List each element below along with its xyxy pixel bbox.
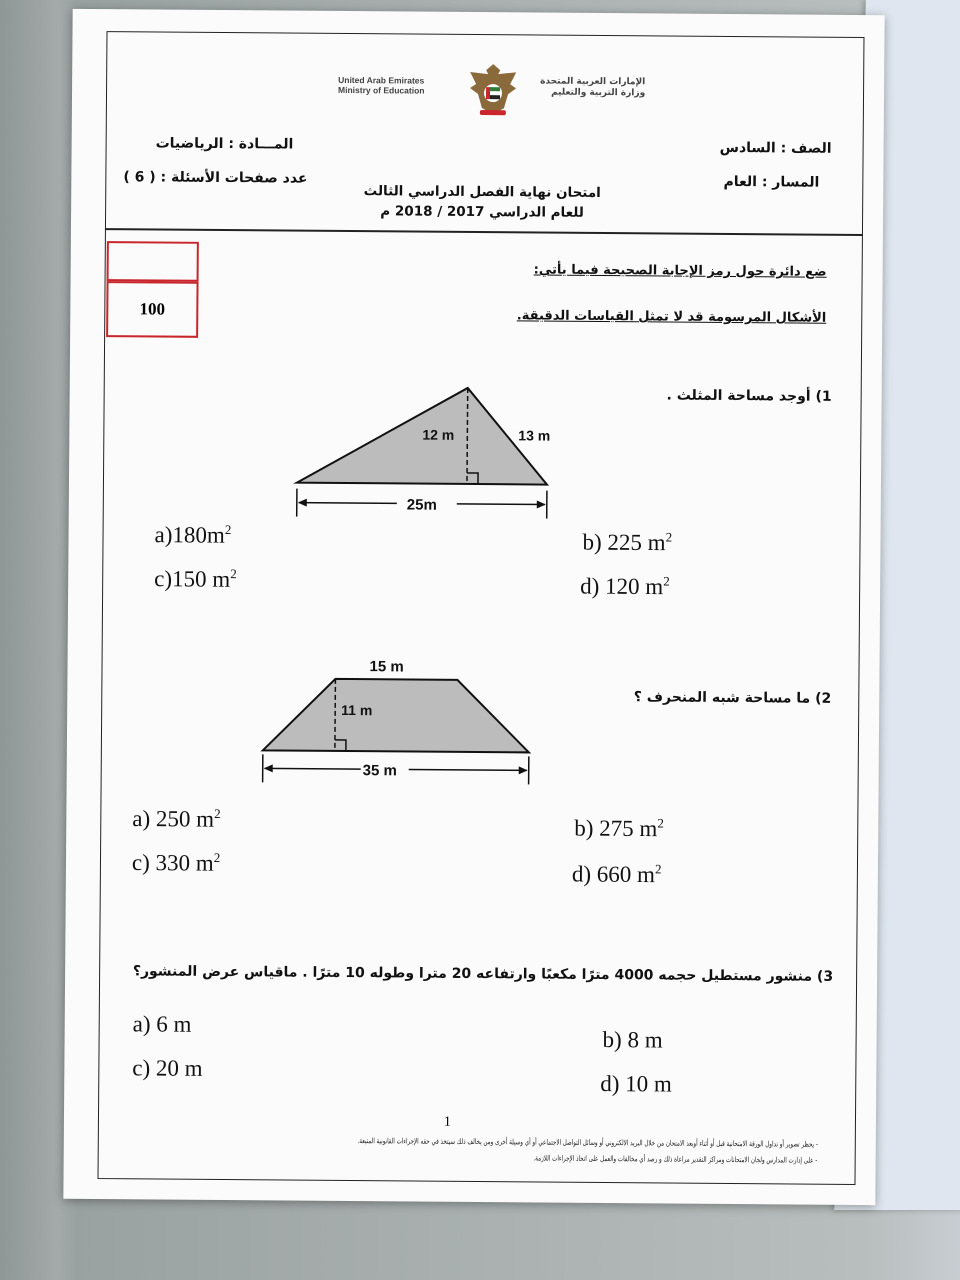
ministry-name-ar: [540, 77, 645, 100]
q2-option-c[interactable]: [132, 849, 220, 876]
q3-option-c[interactable]: c) 20 m: [132, 1055, 203, 1081]
base-arrow-right-1: [457, 504, 545, 505]
q3-option-a[interactable]: a) 6 m: [132, 1011, 192, 1037]
question-1-text: 1) أوجد مساحة المثلث .: [666, 387, 832, 405]
q2-option-b-text: b) 275 m: [574, 815, 658, 842]
trapezoid-base-label: 35 m: [362, 762, 397, 780]
instruction-not-to-scale: الأشكال المرسومة قد لا تمثل القياسات الدقيقة.: [516, 308, 827, 326]
track-label: المسار : العام: [723, 173, 820, 191]
exam-title: امتحان نهاية الفصل الدراسي الثالث: [363, 183, 601, 201]
q1-option-b[interactable]: [582, 529, 672, 556]
arrow-head-left-1: [298, 499, 307, 507]
q2-option-c-exp: 2: [213, 849, 221, 866]
q3-option-b[interactable]: b) 8 m: [602, 1027, 663, 1053]
q2-option-d[interactable]: [572, 861, 662, 888]
q1-option-d-exp: 2: [663, 573, 670, 589]
question-2-text: 2) ما مساحة شبه المنحرف ؟: [633, 689, 832, 707]
question-3-text: 3) منشور مستطيل حجمه 4000 مترًا مكعبًا وارتفاعه 20 مترا وطوله 10 مترًا . ماقياس عرض المنشور؟: [132, 963, 834, 985]
footer-warning-line1: - يحظر تصوير أو تداول الورقة الامتحانية قبل أو أثناء أوبعد الامتحان من خلال البريد الالكتروني أو وسائل التواصل الاجتماعي أو أي وسيلة أخرى ومن يخالف ذلك سيتخذ في حقه الإجراءات القانونية المتبعة.: [357, 1136, 818, 1149]
q2-option-a-exp: 2: [214, 805, 221, 822]
subject-label: المـــادة : الرياضيات: [155, 135, 294, 153]
base-arrow-left-1: [299, 503, 397, 504]
q3-option-d[interactable]: d) 10 m: [600, 1071, 672, 1097]
exam-year: للعام الدراسي 2017 / 2018 م: [380, 203, 584, 221]
ministry-en-line2: Ministry of Education: [338, 84, 425, 96]
q1-option-a-exp: 2: [224, 522, 232, 538]
q2-option-d-text: d) 660 m: [571, 861, 656, 888]
q1-option-a[interactable]: [154, 521, 231, 548]
q1-option-c-exp: 2: [230, 566, 237, 582]
page-number: 1: [443, 1114, 452, 1130]
trapezoid-top-label: 15 m: [369, 658, 404, 676]
triangle-figure: [289, 379, 560, 521]
q1-option-b-text: b) 225 m: [582, 529, 666, 556]
base-arrow-left-2: [265, 768, 361, 769]
q2-option-a-text: a) 250 m: [132, 805, 215, 832]
q2-option-c-text: c) 330 m: [131, 849, 214, 876]
trapezoid-height-label: 11 m: [341, 701, 373, 719]
base-arrow-right-2: [409, 769, 527, 770]
footer-warning-line2: - على إدارت المدارس ولجان الامتحانات ومراكز التقدير مراعاة ذلك و رصد أي مخالفات والعمل على اتخاذ الإجراءات اللازمة.: [533, 1153, 818, 1165]
q1-option-d-text: d) 120 m: [580, 573, 664, 600]
arrow-head-right-2: [519, 766, 528, 774]
q2-option-a[interactable]: [132, 805, 220, 832]
triangle-height-label: 12 m: [422, 426, 455, 443]
q2-option-b-exp: 2: [657, 815, 664, 831]
grade-label: الصف : السادس: [719, 139, 832, 157]
instruction-circle-answer: ضع دائرة حول رمز الإجابة الصحيحة فيما يأتي:: [533, 262, 827, 280]
score-box-total: 100: [106, 281, 198, 338]
question-pages-label: عدد صفحات الأسئلة : ( 6 ): [123, 169, 308, 187]
uae-emblem-icon: [464, 60, 522, 118]
ministry-ar-line2: وزارة التربية والتعليم: [551, 87, 646, 99]
q1-option-b-exp: 2: [665, 529, 673, 545]
ministry-en-line1: United Arab Emirates: [338, 74, 425, 86]
ministry-name-en: [338, 75, 425, 96]
exam-page: [63, 9, 884, 1205]
ministry-ar-line1: الإمارات العربية المتحدة: [540, 76, 646, 88]
q2-option-d-exp: 2: [654, 861, 662, 877]
trapezoid-figure: [257, 650, 548, 794]
trapezoid-shape: [263, 678, 530, 752]
arrow-head-right-1: [537, 500, 546, 508]
score-box-empty: [107, 241, 199, 282]
q1-option-c-text: c)150 m: [154, 566, 231, 592]
triangle-base-label: 25m: [406, 496, 437, 514]
q2-option-b[interactable]: [574, 815, 664, 842]
q1-option-a-text: a)180m: [154, 522, 225, 548]
q1-option-d[interactable]: [580, 573, 670, 600]
triangle-side-label: 13 m: [518, 427, 551, 444]
q1-option-c[interactable]: [154, 565, 237, 592]
arrow-head-left-2: [264, 764, 273, 772]
